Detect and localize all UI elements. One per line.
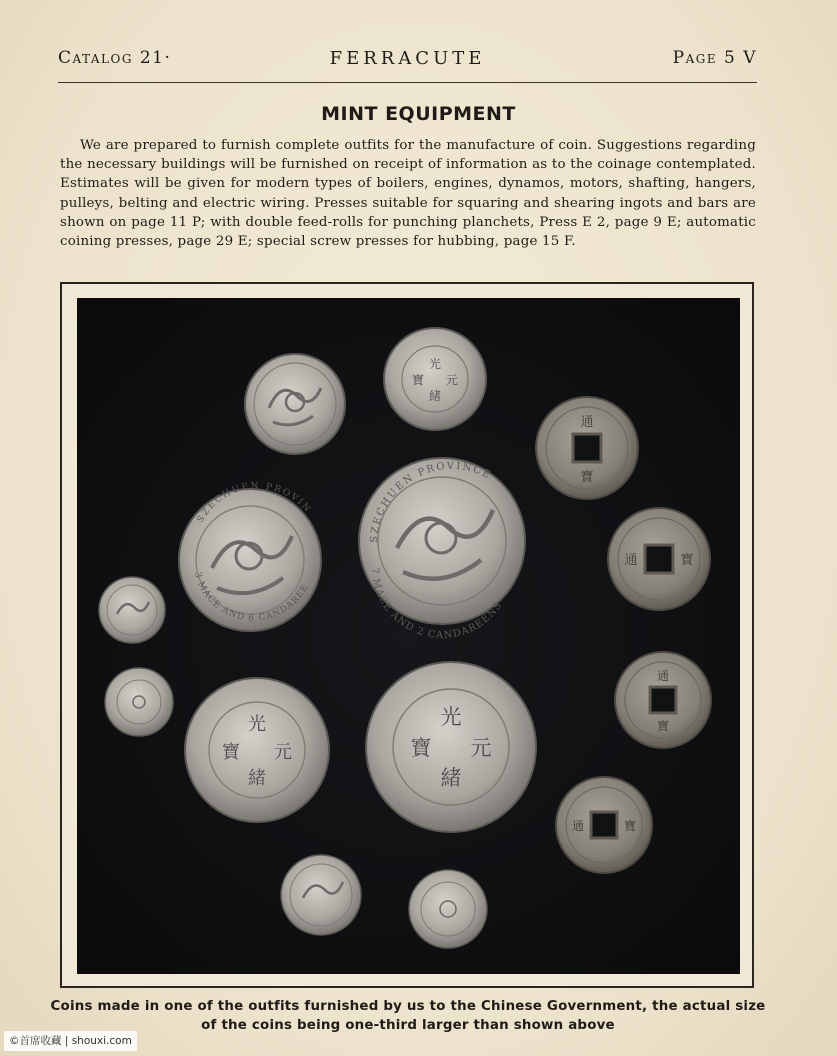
coin-obverse-medium-left [185, 678, 329, 822]
cash-coin-4 [556, 777, 652, 873]
site-watermark: ©首席收藏 | shouxi.com [4, 1031, 137, 1051]
medium-coin-char-left: 元 [274, 742, 292, 763]
large-coin-char-bottom: 緒 [440, 766, 462, 790]
medium-coin-legend-bottom: 3 MACE AND 6 CANDAREE [192, 571, 311, 624]
cash-coin-4-char-left: 通 [571, 819, 585, 833]
medium-coin-legend-top: SZECHUEN PROVIN [195, 481, 314, 525]
coin-dragon-small-bottom [281, 855, 361, 935]
coin-dragon-tiny-left [99, 577, 165, 643]
coin-photograph [77, 298, 740, 974]
cash-coin-3 [615, 652, 711, 748]
running-head [58, 48, 757, 74]
large-coin-char-left: 元 [470, 736, 492, 760]
cash-coin-1-char-bottom: 寶 [580, 470, 594, 485]
small-coin-char-left: 元 [445, 373, 459, 387]
large-coin-char-right: 寶 [410, 736, 432, 760]
plate-caption: Coins made in one of the outfits furnished by us to the Chinese Government, the actual size of the coins being one-third larger than shown above [50, 999, 766, 1033]
cash-coin-1 [536, 397, 638, 499]
large-coin-char-top: 光 [440, 705, 462, 729]
coin-dragon-small-top [245, 354, 345, 454]
coin-obverse-tiny-left [105, 668, 173, 736]
coin-plate-illustration [77, 298, 740, 974]
small-coin-char-bottom: 緒 [428, 389, 442, 403]
cash-coin-3-char-top: 通 [656, 669, 670, 683]
coin-obverse-small-bottom [409, 870, 487, 948]
page-number: Page 5 V [672, 48, 757, 68]
header-rule [58, 82, 757, 83]
medium-coin-char-top: 光 [248, 714, 266, 735]
company-name: FERRACUTE [329, 48, 486, 69]
catalog-number: Catalog 21· [58, 48, 172, 68]
cash-coin-2 [608, 508, 710, 610]
cash-coin-3-char-bottom: 寶 [656, 719, 670, 733]
cash-coin-2-char-left: 通 [624, 553, 638, 568]
intro-paragraph: We are prepared to furnish complete outfits for the manufacture of coin. Suggestions regarding the necessary buildings will be furnished on receipt of information as to the coinage contemplated. Estimates will be given for modern types of boilers, engines, dynamos, motors, shafting, hangers, pulleys, belting and electric wiring. Presses suitable for squaring and shearing ingots and bars are shown on page 11 P; with double feed-rolls for punching planchets, Press E 2, page 9 E; automatic coining presses, page 29 E; special screw presses for hubbing, page 15 F. [60, 138, 756, 250]
small-coin-char-right: 寶 [411, 373, 425, 387]
large-coin-legend-bottom: 7 MACE AND 2 CANDAREENS [368, 567, 505, 642]
cash-coin-1-char-top: 通 [580, 415, 594, 430]
large-coin-legend-top: SZECHUEN PROVINCE [368, 460, 494, 544]
cash-coin-4-char-right: 寶 [623, 819, 637, 833]
coin-obverse-small-top [384, 328, 486, 430]
medium-coin-char-right: 寶 [222, 742, 240, 763]
coin-obverse-large-center [366, 662, 536, 832]
small-coin-char-top: 光 [428, 357, 442, 371]
medium-coin-char-bottom: 緒 [248, 768, 266, 789]
page-title: MINT EQUIPMENT [321, 103, 516, 125]
cash-coin-2-char-right: 寶 [680, 553, 694, 568]
